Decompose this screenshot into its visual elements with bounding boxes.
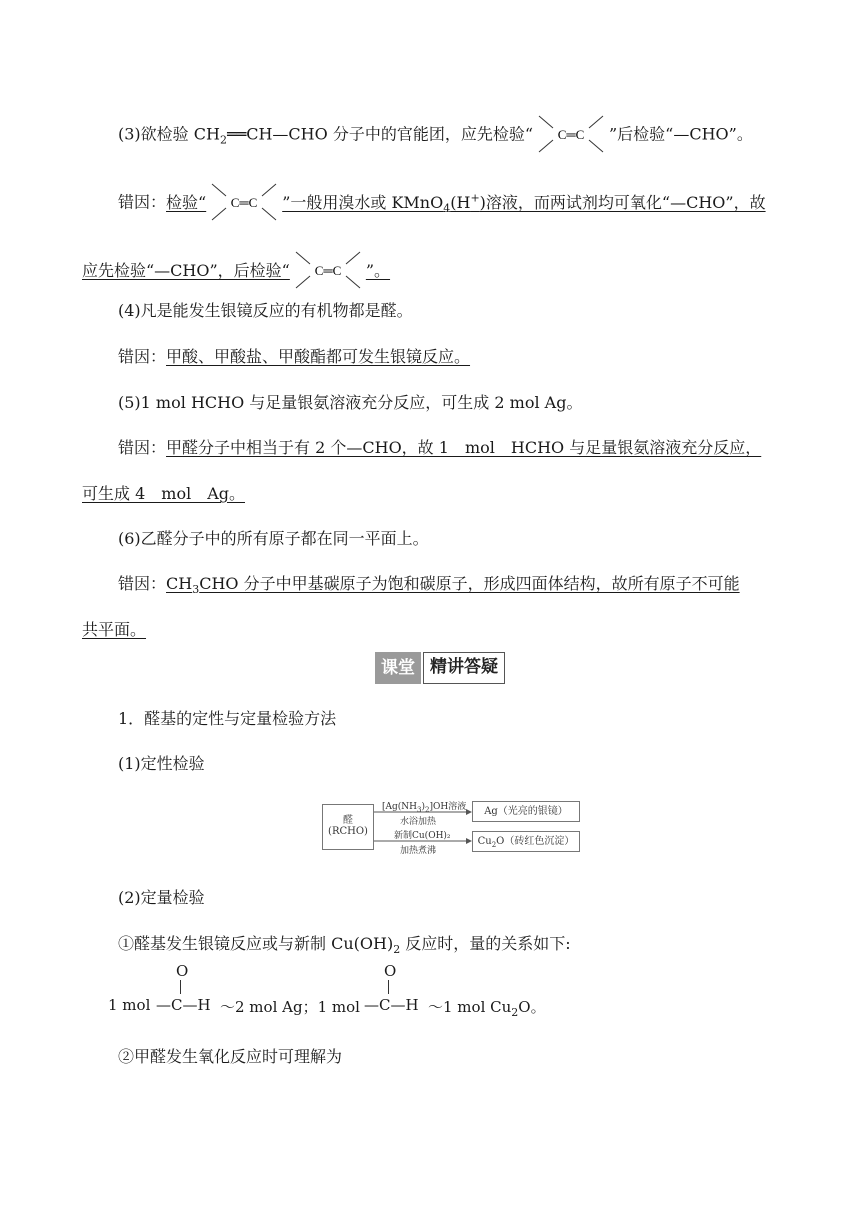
oxygen-label: O (176, 962, 189, 980)
alkene-structure-icon (290, 248, 366, 294)
q5-error-line1: 错因：甲醛分子中相当于有 2 个—CHO，故 1 mol HCHO 与足量银氨溶液充分反应， (118, 438, 762, 457)
reaction-diagram (322, 796, 582, 854)
stoichiometry-formula (108, 962, 568, 1018)
subheading-quantitative: (2)定量检验 (118, 888, 205, 907)
q4-statement: (4)凡是能发生银镜反应的有机物都是醛。 (118, 301, 413, 320)
banner-left: 课堂 (375, 652, 421, 684)
aldehyde-group-2: —C—H (364, 996, 419, 1014)
q5-statement: (5)1 mol HCHO 与足量银氨溶液充分反应，可生成 2 mol Ag。 (118, 393, 583, 412)
formula-relation-1: ～2 mol Ag；1 mol (220, 998, 360, 1016)
q4-error: 错因：甲酸、甲酸盐、甲酸酯都可发生银镜反应。 (118, 347, 471, 366)
formula-mol-1: 1 mol (108, 996, 151, 1014)
lower-reagent: 新制Cu(OH)₂ (394, 831, 451, 841)
q3-statement: (3)欲检验 $CH_2══CH—CHO$ 分子中的官能团，应先检验“ C═C ”后检验“—CHO”。 (118, 112, 818, 158)
alkene-structure-icon (533, 112, 609, 158)
aldehyde-box: 醛 (RCHO) (322, 804, 374, 850)
svg-text:C═C: C═C (557, 127, 585, 142)
section-heading: 1．醛基的定性与定量检验方法 (118, 709, 337, 728)
oxygen-label: O (384, 962, 397, 980)
quantitative-rule-1: ①醛基发生银镜反应或与新制 $Cu(OH)_2$ 反应时，量的关系如下: (118, 934, 571, 957)
q6-statement: (6)乙醛分子中的所有原子都在同一平面上。 (118, 529, 429, 548)
cu2o-product-box: $Cu_2O$（砖红色沉淀） (472, 831, 580, 852)
svg-text:C═C: C═C (230, 195, 258, 210)
svg-text:C═C: C═C (314, 263, 342, 278)
q3-error-line2: 应先检验“—CHO”，后检验“ C═C ”。 (82, 248, 782, 294)
double-bond-mark (180, 980, 182, 994)
q3-error-line1: 错因：检验“ C═C ”一般用溴水或 KMnO$_4$(H+)溶液，而两试剂均可氧化“—CHO”，故 (118, 180, 818, 226)
q5-error-line2: 可生成 4 mol Ag。 (82, 484, 245, 503)
silver-product-box: Ag（光亮的银镜） (472, 801, 580, 822)
quantitative-rule-2: ②甲醛发生氧化反应时可理解为 (118, 1047, 343, 1066)
alkene-structure-icon (206, 180, 282, 226)
aldehyde-group-1: —C—H (156, 996, 211, 1014)
banner-right: 精讲答疑 (423, 652, 505, 684)
subheading-qualitative: (1)定性检验 (118, 754, 205, 773)
q6-error-line1: 错因：$CH_3CHO$ 分子中甲基碳原子为饱和碳原子，形成四面体结构，故所有原子不可能 (118, 574, 740, 597)
double-bond-mark (388, 980, 390, 994)
formula-relation-2: ～1 mol $Cu_2O$。 (428, 998, 546, 1019)
section-banner (375, 652, 505, 684)
upper-reagent: $[Ag(NH_3)_2]OH$溶液 (382, 802, 467, 814)
upper-condition: 水浴加热 (400, 817, 437, 827)
lower-condition: 加热煮沸 (400, 846, 437, 856)
q6-error-line2: 共平面。 (82, 620, 147, 639)
